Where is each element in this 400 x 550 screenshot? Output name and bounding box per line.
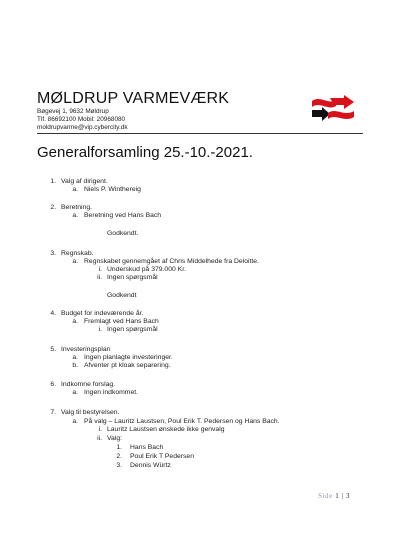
item-text: Beretning.	[61, 204, 92, 211]
header-divider	[37, 133, 363, 134]
company-name: MØLDRUP VARMEVÆRK	[37, 90, 230, 107]
subitem-text: Ingen indkommet.	[84, 389, 139, 396]
item-text: Investeringsplan	[61, 346, 111, 353]
item-number: 4.	[50, 310, 56, 317]
item-number: 2.	[50, 204, 56, 211]
item-text: Valg til bestyrelsen.	[61, 409, 120, 416]
page-title: Generalforsamling 25.-10.-2021.	[37, 144, 253, 161]
subsubitem-text: Ingen spørgsmål	[107, 274, 158, 281]
footer-label: Side	[318, 492, 333, 500]
subsubitem-text: Underskud på 379.000 Kr.	[107, 266, 186, 273]
subsubitem-numeral: ii.	[97, 274, 102, 281]
subitem-text: Ingen planlagte investeringer.	[84, 354, 173, 361]
candidate-name: Poul Erik T Pedersen	[130, 453, 194, 460]
subsubitem-numeral: i.	[98, 326, 102, 333]
subitem-letter: a.	[72, 258, 78, 265]
item-text: Budget for indeværende år.	[61, 310, 144, 317]
subitem-text: Niels P. Winthereig	[84, 186, 141, 193]
item-number: 6.	[50, 381, 56, 388]
subitem-letter: a.	[72, 318, 78, 325]
subsubitem-text: Valg:	[107, 435, 122, 442]
item-number: 5.	[50, 346, 56, 353]
subitem-text: Beretning ved Hans Bach	[84, 212, 162, 219]
company-email: moldrupvarme@vip.cybercity.dk	[37, 124, 128, 131]
subitem-letter: a.	[72, 418, 78, 425]
item-text: Indkomne forslag.	[61, 381, 116, 388]
item-note: Godkendt.	[107, 230, 139, 237]
company-logo	[310, 95, 356, 123]
item-number: 7.	[50, 409, 56, 416]
company-phone: Tlf. 86692100 Mobil: 20968080	[37, 116, 126, 123]
subsubitem-numeral: i.	[98, 426, 102, 433]
subitem-letter: a.	[72, 212, 78, 219]
candidate-number: 2.	[116, 453, 122, 460]
subitem-letter: b.	[72, 362, 78, 369]
subitem-letter: a.	[72, 389, 78, 396]
subsubitem-numeral: ii.	[97, 435, 102, 442]
candidate-name: Hans Bach	[130, 444, 164, 451]
item-text: Valg af dirigent.	[61, 178, 108, 185]
page-footer	[318, 492, 350, 500]
subitem-text: Afventer pt kloak separering.	[84, 362, 171, 369]
subsubitem-numeral: i.	[98, 266, 102, 273]
item-text: Regnskab.	[61, 250, 94, 257]
company-address: Bøgevej 1, 9632 Møldrup	[37, 108, 109, 115]
subitem-text: På valg – Lauritz Laustsen, Poul Erik T. Pedersen og Hans Bach.	[84, 418, 280, 425]
subitem-text: Fremlagt ved Hans Bach	[84, 318, 159, 325]
subsubitem-text: Lauritz Laustsen ønskede ikke genvalg	[107, 426, 225, 433]
subsubitem-text: Ingen spørgsmål	[107, 326, 158, 333]
item-note: Godkendt	[107, 292, 137, 299]
item-number: 1.	[50, 178, 56, 185]
subitem-text: Regnskabet gennemgået af Chris Middelhede fra Deloitte.	[84, 258, 259, 265]
subitem-letter: a.	[72, 186, 78, 193]
item-number: 3.	[50, 250, 56, 257]
candidate-number: 1.	[116, 444, 122, 451]
candidate-number: 3.	[116, 462, 122, 469]
candidate-name: Dennis Würtz	[130, 462, 171, 469]
subitem-letter: a.	[72, 354, 78, 361]
page-number: 1 | 3	[335, 492, 351, 500]
